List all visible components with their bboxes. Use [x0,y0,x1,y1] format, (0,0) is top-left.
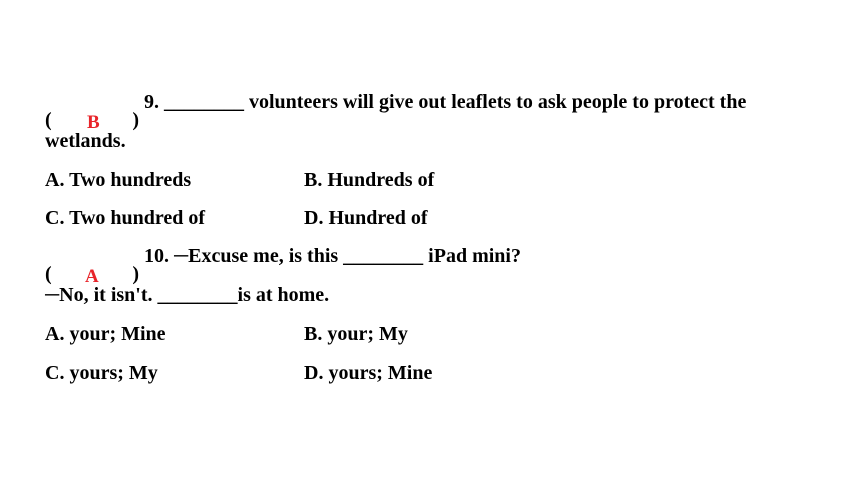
option-a: A. Two hundreds [45,169,192,191]
question-text: 10. ─Excuse me, is this ________ iPad mini? [139,245,521,267]
option-d: D. yours; Mine [304,362,433,384]
close-paren: ) [132,109,139,131]
question-9-stem-line1 [45,90,747,133]
close-paren: ) [132,263,139,285]
option-c: C. yours; My [45,362,158,384]
option-d: D. Hundred of [304,207,428,229]
answer-letter: A [85,266,99,287]
option-b: B. your; My [304,323,408,345]
answer-letter: B [87,112,100,133]
question-9-stem-line2: wetlands. [45,130,126,152]
question-10-stem-line1 [45,244,521,287]
open-paren: ( [45,109,52,131]
open-paren: ( [45,263,52,285]
question-10-stem-line2: ─No, it isn't. ________is at home. [45,284,330,306]
option-b: B. Hundreds of [304,169,435,191]
option-c: C. Two hundred of [45,207,206,229]
question-text: 9. ________ volunteers will give out leaflets to ask people to protect the [139,91,747,113]
option-a: A. your; Mine [45,323,166,345]
